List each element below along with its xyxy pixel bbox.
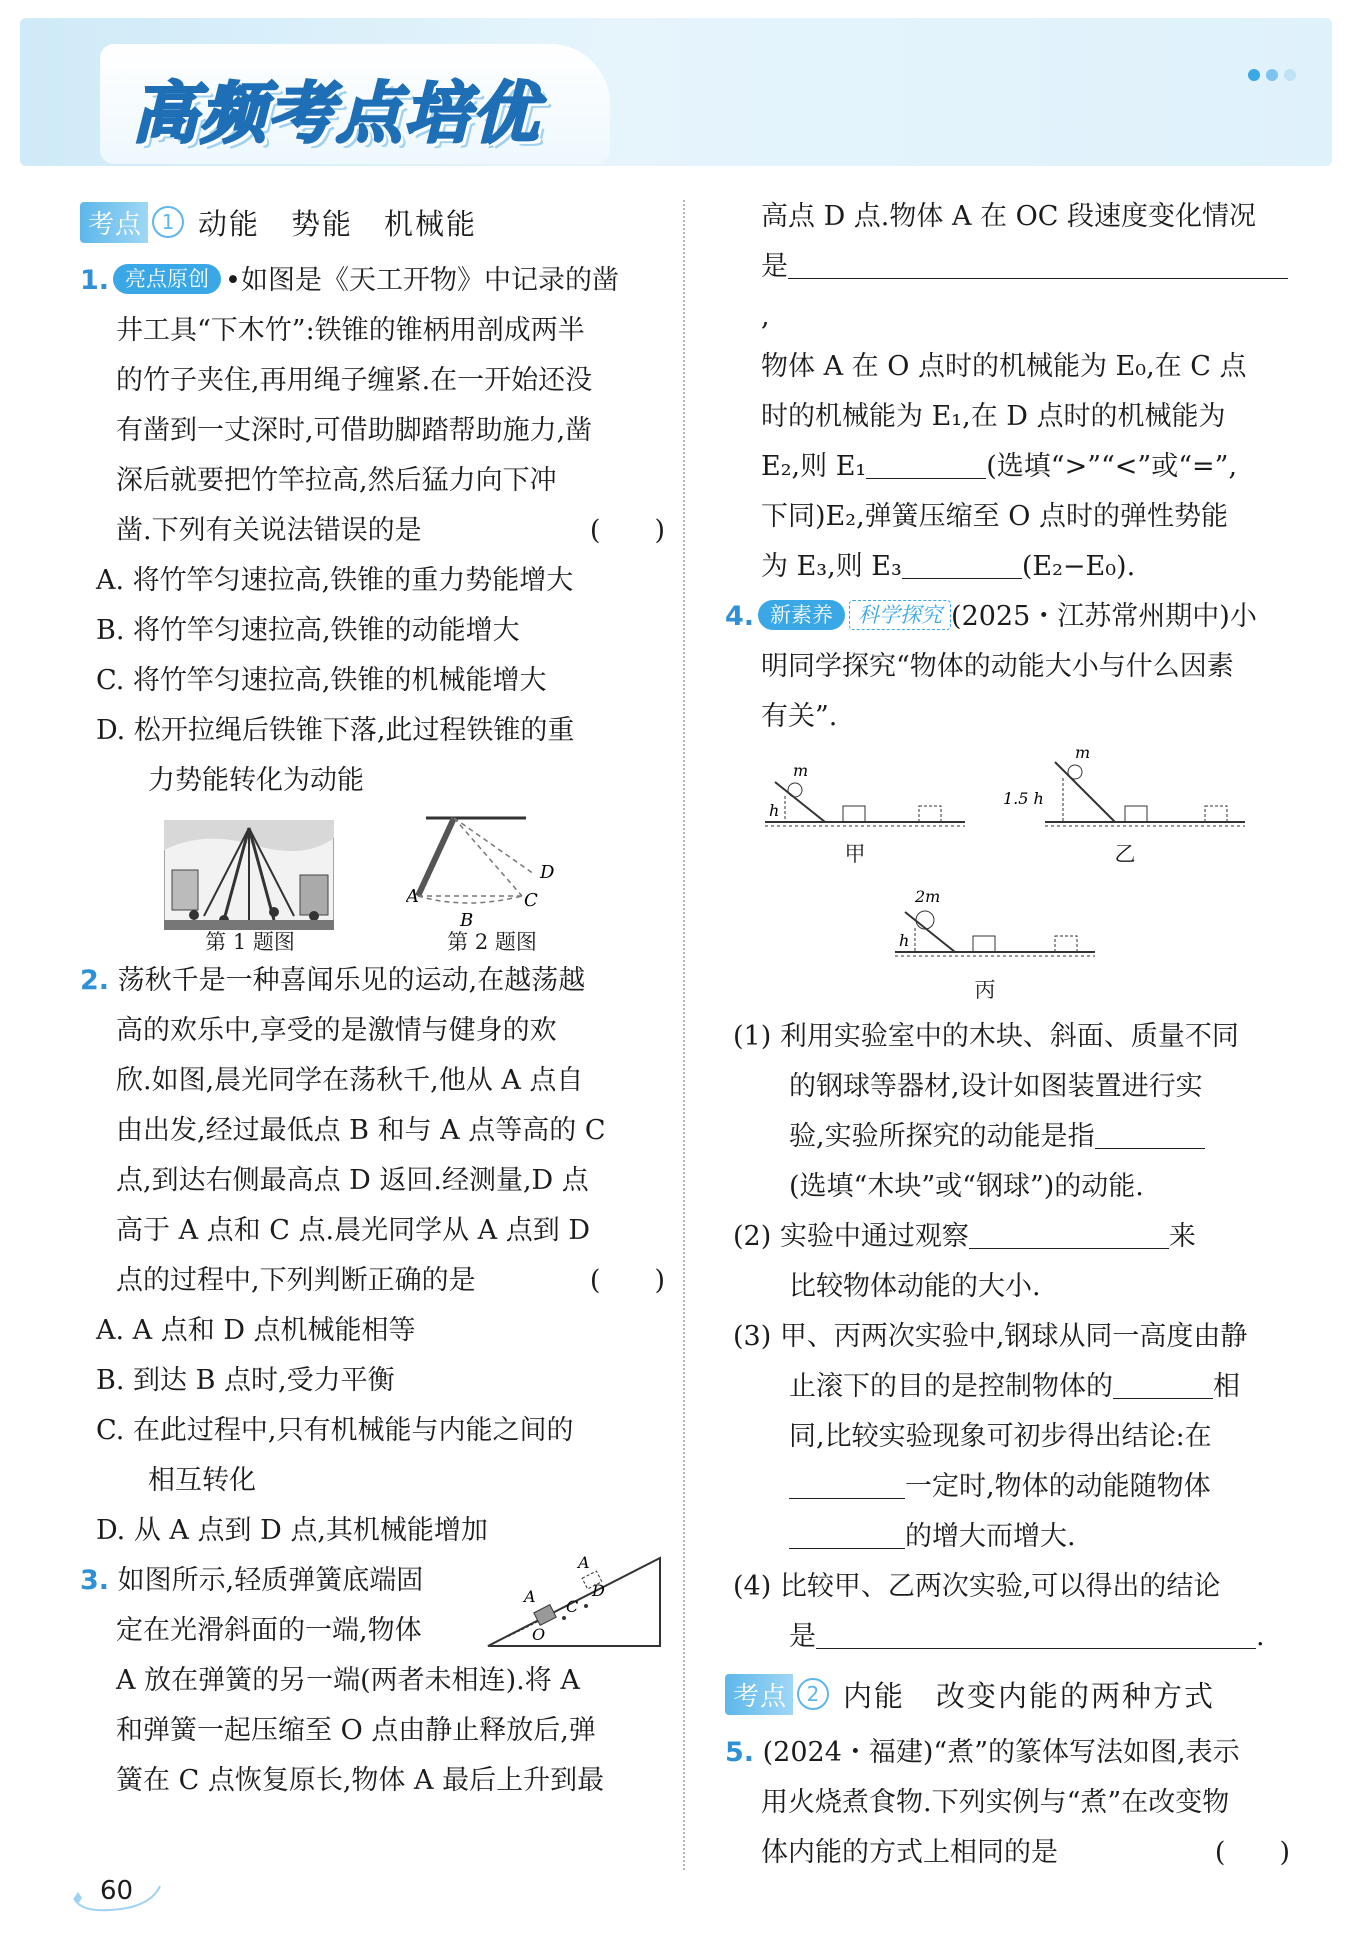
q4-fig-bing-m: 2m (915, 887, 941, 906)
q2-option-c: C. 在此过程中,只有机械能与内能之间的 (96, 1415, 574, 1446)
q5-answer-paren: ( ) (1214, 1837, 1290, 1868)
q4-blank-1[interactable] (1095, 1116, 1205, 1149)
q3-line-1: 定在光滑斜面的一端,物体 (116, 1615, 422, 1646)
dot-3 (1284, 69, 1296, 81)
q2-figure-label-d: D (540, 862, 555, 883)
q4-blank-2[interactable] (969, 1216, 1169, 1249)
q4-blank-4[interactable] (789, 1466, 905, 1499)
q3-cont-4: E₂,则 E₁ (选填“>”“<”或“=”, (725, 442, 1290, 492)
q4-sub4-line-0: (4) 比较甲、乙两次实验,可以得出的结论 (733, 1571, 1221, 1602)
q5-line-0: 5. (2024・福建)“煮”的篆体写法如图,表示 (725, 1737, 1240, 1768)
q4-fig-yi-m: m (1075, 743, 1091, 762)
q4-fig-yi-h: 1.5 h (1003, 789, 1044, 808)
q4-sub3-line-0: (3) 甲、丙两次实验中,钢球从同一高度由静 (733, 1321, 1248, 1352)
q3-blank-e1-e2[interactable] (866, 446, 986, 479)
q2-line-1: 高的欢乐中,享受的是激情与健身的欢 (116, 1015, 557, 1046)
q3-figure-label-c: C (566, 1597, 579, 1616)
q4-fig-bing-h: h (899, 931, 910, 950)
q4-sub4-line-1: 是 . (725, 1612, 1290, 1662)
q3-figure-label-a2: A (578, 1553, 590, 1572)
q3-block (80, 1553, 665, 1806)
q1-answer-paren: ( ) (589, 515, 665, 546)
dot-2 (1266, 69, 1278, 81)
q3-cont-0: 高点 D 点.物体 A 在 OC 段速度变化情况 (761, 201, 1257, 232)
column-divider (683, 200, 685, 1870)
q2-option-a: A. A 点和 D 点机械能相等 (96, 1315, 416, 1346)
q2-figure-label-b: B (460, 910, 474, 931)
q4-line-0: 4. 新素养 科学探究 (2025・江苏常州期中)小 (725, 601, 1257, 632)
q4-sub1-line-2: 验,实验所探究的动能是指 (725, 1112, 1290, 1162)
section-header-1 (80, 196, 665, 248)
q3-line-2: A 放在弹簧的另一端(两者未相连).将 A (116, 1665, 580, 1696)
q4-sub3-line-1: 止滚下的目的是控制物体的 相 (725, 1362, 1290, 1412)
q5-line-1: 用火烧煮食物.下列实例与“煮”在改变物 (761, 1787, 1230, 1818)
q4-blank-3[interactable] (1113, 1366, 1213, 1399)
q4-sub1-line-3: (选填“木块”或“钢球”)的动能. (789, 1171, 1144, 1202)
q3-line-0: 3. 如图所示,轻质弹簧底端固 (80, 1565, 424, 1596)
q2-answer-paren: ( ) (589, 1265, 665, 1296)
q2-line-3: 由出发,经过最低点 B 和与 A 点等高的 C (116, 1115, 606, 1146)
q4-blank-5[interactable] (789, 1516, 905, 1549)
figure-row (80, 806, 665, 956)
q3-cont-1: 是, (725, 242, 1290, 342)
q4-badge-2: 科学探究 (849, 600, 951, 630)
q4-blank-6[interactable] (816, 1616, 1256, 1649)
right-column (725, 192, 1290, 1878)
q2-figure-label-c: C (524, 890, 538, 911)
q4-fig-jia-caption: 甲 (844, 842, 866, 866)
q1-line-0: 1. 亮点原创 •如图是《天工开物》中记录的凿 (80, 265, 619, 296)
q1-line-4: 深后就要把竹竿拉高,然后猛力向下冲 (116, 465, 557, 496)
q1-badge: 亮点原创 (113, 264, 221, 294)
q2-figure-caption: 第 2 题图 (447, 930, 537, 954)
q3-line-4: 簧在 C 点恢复原长,物体 A 最后上升到最 (116, 1765, 605, 1796)
section-tag: 考点 (725, 1674, 793, 1715)
q4-sub1-line-0: (1) 利用实验室中的木块、斜面、质量不同 (733, 1021, 1239, 1052)
q1-line-5: 凿.下列有关说法错误的是 ( ) (80, 506, 665, 556)
q1-option-a: A. 将竹竿匀速拉高,铁锥的重力势能增大 (96, 565, 574, 596)
q2-option-b: B. 到达 B 点时,受力平衡 (96, 1365, 395, 1396)
q4-sub3-line-2: 同,比较实验现象可初步得出结论:在 (789, 1421, 1212, 1452)
q3-cont-3: 时的机械能为 E₁,在 D 点时的机械能为 (761, 401, 1226, 432)
section-header-2 (725, 1668, 1290, 1720)
q4-fig-yi-caption: 乙 (1114, 842, 1136, 866)
page-number: 60 (78, 1876, 111, 1906)
section-number: 1 (152, 206, 184, 238)
q4-sub2-line-0: (2) 实验中通过观察 来 (725, 1212, 1290, 1262)
q3-line-3: 和弹簧一起压缩至 O 点由静止释放后,弹 (116, 1715, 596, 1746)
q4-sub3-line-4: 的增大而增大. (725, 1512, 1290, 1562)
q3-figure-incline (480, 1552, 670, 1652)
q4-sub2-line-1: 比较物体动能的大小. (789, 1271, 1041, 1302)
dot-1 (1248, 69, 1260, 81)
q4-figure (725, 742, 1290, 1012)
decorative-dots (1242, 66, 1296, 85)
q3-blank-e3[interactable] (902, 546, 1022, 579)
q1-line-3: 有凿到一丈深时,可借助脚踏帮助施力,凿 (116, 415, 593, 446)
q2-figure-label-a: A (406, 886, 419, 907)
q1-option-b: B. 将竹竿匀速拉高,铁锥的动能增大 (96, 615, 520, 646)
q2-line-2: 欣.如图,晨光同学在荡秋千,他从 A 点自 (116, 1065, 584, 1096)
section-title: 动能 势能 机械能 (198, 206, 478, 241)
q2-line-0: 2. 荡秋千是一种喜闻乐见的运动,在越荡越 (80, 965, 586, 996)
section-title: 内能 改变内能的两种方式 (843, 1678, 1216, 1713)
q2-option-c-cont: 相互转化 (148, 1465, 256, 1496)
section-number: 2 (797, 1678, 829, 1710)
q4-fig-bing-caption: 丙 (974, 978, 996, 1002)
q4-sub1-line-1: 的钢球等器材,设计如图装置进行实 (789, 1071, 1203, 1102)
q3-figure-label-o: O (532, 1625, 546, 1644)
q3-cont-7: 为 E₃,则 E₃ (E₂−E₀). (725, 542, 1290, 592)
q4-fig-jia-m: m (793, 761, 809, 780)
q2-line-4: 点,到达右侧最高点 D 返回.经测量,D 点 (116, 1165, 589, 1196)
q4-line-2: 有关”. (761, 701, 838, 732)
q3-cont-2: 物体 A 在 O 点时的机械能为 E₀,在 C 点 (761, 351, 1247, 382)
q1-option-c: C. 将竹竿匀速拉高,铁锥的机械能增大 (96, 665, 547, 696)
q5-line-2: 体内能的方式上相同的是 ( ) (725, 1828, 1290, 1878)
q3-figure-label-a1: A (524, 1587, 536, 1606)
q4-badge: 新素养 (758, 600, 845, 630)
q1-line-2: 的竹子夹住,再用绳子缠紧.在一开始还没 (116, 365, 593, 396)
q1-line-1: 井工具“下木竹”:铁锥的锥柄用剖成两半 (116, 315, 585, 346)
q2-line-6: 点的过程中,下列判断正确的是 ( ) (80, 1256, 665, 1306)
q3-cont-6: 下同)E₂,弹簧压缩至 O 点时的弹性势能 (761, 501, 1228, 532)
q1-figure-illustration (164, 820, 334, 930)
q4-sub3-line-3: 一定时,物体的动能随物体 (725, 1462, 1290, 1512)
q3-figure-label-d: D (592, 1581, 605, 1600)
q3-blank-speed[interactable] (788, 246, 1288, 279)
q1-option-d-cont: 力势能转化为动能 (148, 765, 364, 796)
banner-title-box (100, 44, 610, 164)
section-tag: 考点 (80, 202, 148, 243)
q1-figure-caption: 第 1 题图 (205, 930, 295, 954)
q4-line-1: 明同学探究“物体的动能大小与什么因素 (761, 651, 1234, 682)
q1-option-d: D. 松开拉绳后铁锥下落,此过程铁锥的重 (96, 715, 575, 746)
q2-line-5: 高于 A 点和 C 点.晨光同学从 A 点到 D (116, 1215, 590, 1246)
q2-option-d: D. 从 A 点到 D 点,其机械能增加 (96, 1515, 488, 1546)
banner-title: 高频考点培优 (132, 75, 540, 152)
q4-fig-jia-h: h (769, 801, 780, 820)
left-column (80, 190, 665, 1806)
